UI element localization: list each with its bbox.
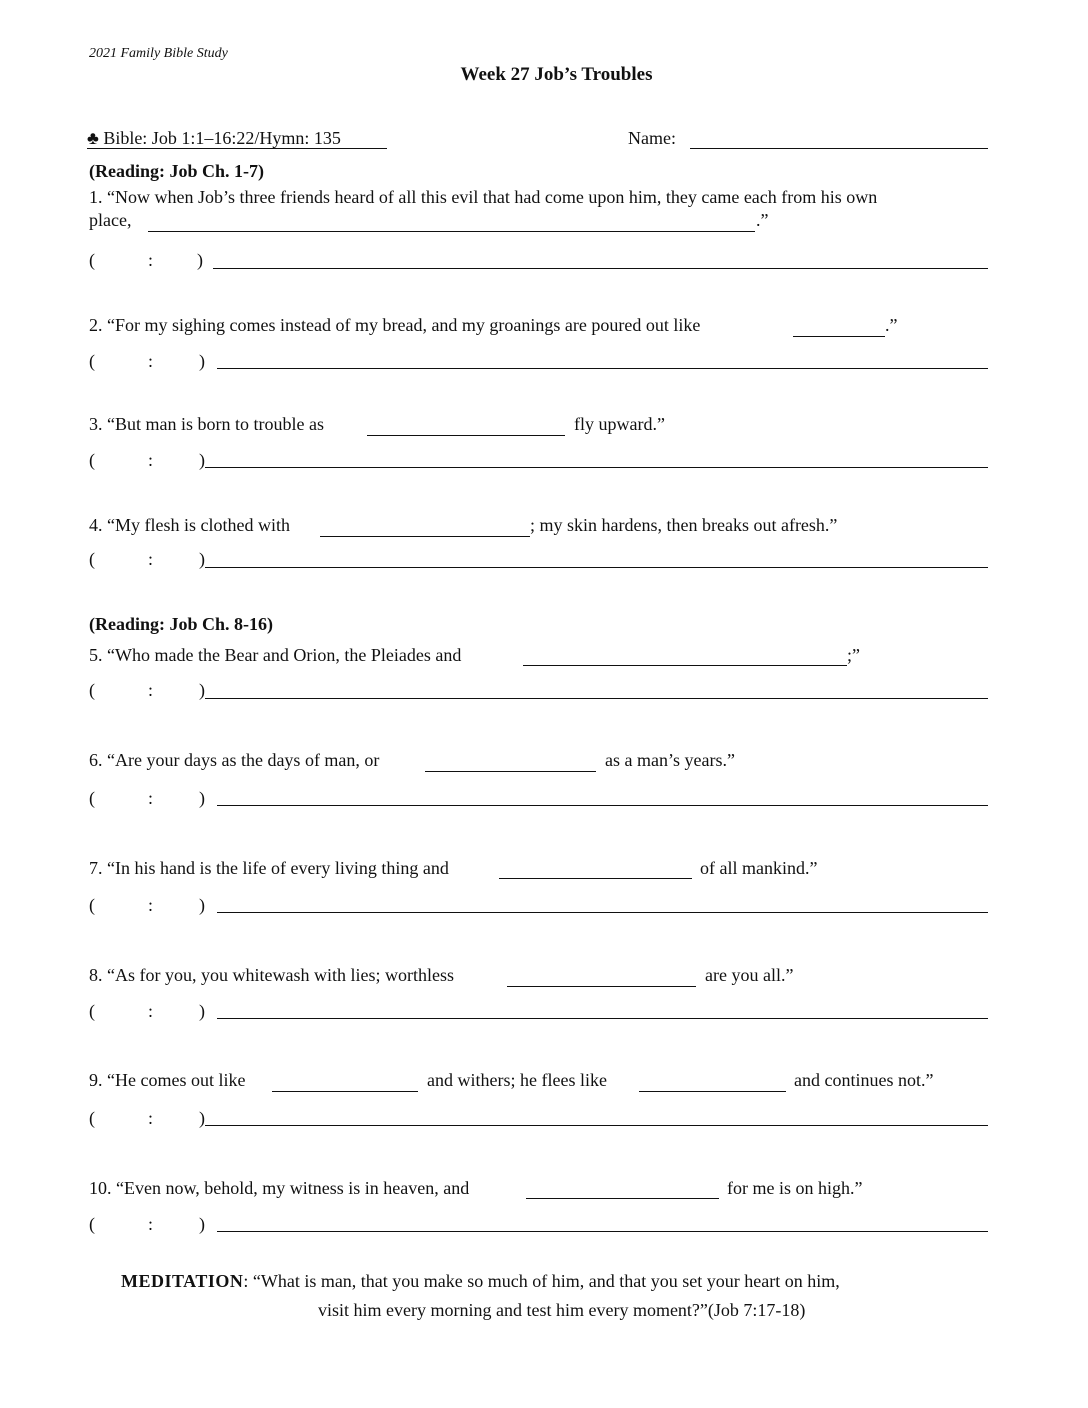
reference-colon: :: [148, 1214, 154, 1234]
question-8-text-end: are you all.”: [705, 965, 794, 985]
reference-open: (: [89, 1108, 95, 1128]
question-4-blank[interactable]: [320, 536, 530, 537]
question-8-text: 8. “As for you, you whitewash with lies; worthless: [89, 965, 454, 985]
reference-open: (: [89, 788, 95, 808]
reference-open: (: [89, 450, 95, 470]
page-title: Week 27 Job’s Troubles: [460, 64, 653, 85]
reference-close: ): [199, 351, 205, 371]
question-9-blank-1[interactable]: [272, 1091, 418, 1092]
reference-colon: :: [148, 250, 154, 270]
question-6-text-end: as a man’s years.”: [605, 750, 735, 770]
reference-close: ): [199, 788, 205, 808]
question-6-text: 6. “Are your days as the days of man, or: [89, 750, 380, 770]
reference-close: ): [199, 1108, 205, 1128]
brand-label: 2021 Family Bible Study: [89, 46, 228, 61]
reference-close: ): [199, 1214, 205, 1234]
question-1-text-end: .”: [756, 210, 769, 230]
question-1-text-line2: place,: [89, 210, 132, 230]
question-3-text: 3. “But man is born to trouble as: [89, 414, 324, 434]
question-3-text-end: fly upward.”: [574, 414, 665, 434]
reference-close: ): [197, 250, 203, 270]
meditation-text-2: visit him every morning and test him every moment?”(Job 7:17-18): [318, 1300, 806, 1320]
question-1-blank[interactable]: [148, 231, 755, 232]
reference-colon: :: [148, 680, 154, 700]
bible-reference: ♣ Bible: Job 1:1–16:22/Hymn: 135: [87, 128, 341, 148]
section-heading: (Reading: Job Ch. 1-7): [89, 161, 265, 181]
reference-close: ): [199, 1001, 205, 1021]
question-1-answer-line[interactable]: [213, 268, 988, 269]
question-10-text: 10. “Even now, behold, my witness is in heaven, and: [89, 1178, 470, 1198]
question-8-answer-line[interactable]: [217, 1018, 988, 1019]
name-field[interactable]: [690, 148, 988, 149]
question-3-blank[interactable]: [367, 435, 565, 436]
reference-colon: :: [148, 549, 154, 569]
question-10-blank[interactable]: [526, 1198, 719, 1199]
question-2-answer-line[interactable]: [217, 368, 988, 369]
meditation-text-1: : “What is man, that you make so much of him, and that you set your heart on him,: [243, 1271, 840, 1291]
question-4-text-end: ; my skin hardens, then breaks out afresh.”: [530, 515, 838, 535]
question-9-blank-2[interactable]: [639, 1091, 786, 1092]
question-2-blank[interactable]: [793, 336, 885, 337]
question-10-answer-line[interactable]: [217, 1231, 988, 1232]
meditation-label: MEDITATION: [121, 1271, 244, 1291]
reference-colon: :: [148, 788, 154, 808]
question-10-text-end: for me is on high.”: [727, 1178, 863, 1198]
question-4-answer-line[interactable]: [205, 567, 988, 568]
question-7-answer-line[interactable]: [217, 912, 988, 913]
question-4-text: 4. “My flesh is clothed with: [89, 515, 290, 535]
question-6-blank[interactable]: [425, 771, 596, 772]
reference-close: ): [199, 549, 205, 569]
question-2-text: 2. “For my sighing comes instead of my bread, and my groanings are poured out like: [89, 315, 701, 335]
question-6-answer-line[interactable]: [217, 805, 988, 806]
question-2-text-end: .”: [885, 315, 898, 335]
reference-open: (: [89, 1001, 95, 1021]
reference-open: (: [89, 351, 95, 371]
meditation-line-1: [121, 1271, 840, 1292]
question-1-text: 1. “Now when Job’s three friends heard of all this evil that had come upon him, they came each from his own: [89, 187, 878, 207]
reference-open: (: [89, 549, 95, 569]
reference-open: (: [89, 680, 95, 700]
reference-colon: :: [148, 1108, 154, 1128]
reference-close: ): [199, 450, 205, 470]
question-7-blank[interactable]: [499, 878, 692, 879]
question-9-text-end: and continues not.”: [794, 1070, 934, 1090]
question-9-answer-line[interactable]: [205, 1125, 988, 1126]
question-5-answer-line[interactable]: [205, 698, 988, 699]
question-5-blank[interactable]: [523, 665, 847, 666]
reference-open: (: [89, 1214, 95, 1234]
question-3-answer-line[interactable]: [205, 467, 988, 468]
question-9-text-middle: and withers; he flees like: [427, 1070, 607, 1090]
bible-reference-underline: [87, 148, 387, 149]
question-9-text: 9. “He comes out like: [89, 1070, 246, 1090]
question-5-text: 5. “Who made the Bear and Orion, the Pleiades and: [89, 645, 462, 665]
question-8-blank[interactable]: [507, 986, 696, 987]
reference-close: ): [199, 680, 205, 700]
reference-colon: :: [148, 450, 154, 470]
reference-colon: :: [148, 895, 154, 915]
question-7-text: 7. “In his hand is the life of every living thing and: [89, 858, 449, 878]
reference-colon: :: [148, 351, 154, 371]
name-label: Name:: [628, 128, 676, 148]
reference-open: (: [89, 250, 95, 270]
question-5-text-end: ;”: [847, 645, 860, 665]
reference-close: ): [199, 895, 205, 915]
reference-colon: :: [148, 1001, 154, 1021]
section-heading: (Reading: Job Ch. 8-16): [89, 614, 274, 634]
reference-open: (: [89, 895, 95, 915]
question-7-text-end: of all mankind.”: [700, 858, 818, 878]
